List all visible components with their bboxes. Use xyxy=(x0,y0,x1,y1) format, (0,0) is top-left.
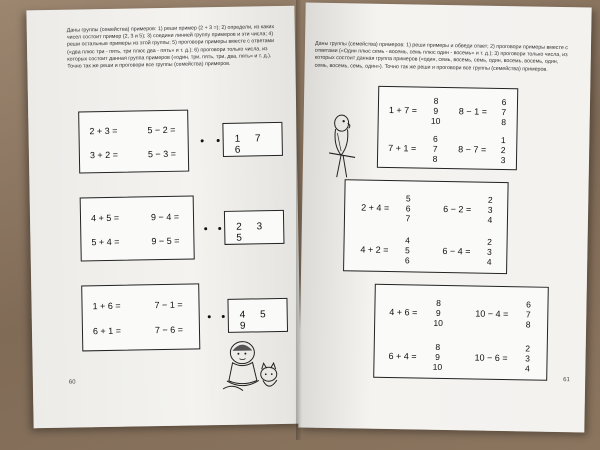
equation: 7 + 1 = xyxy=(388,142,417,154)
equation: 2 + 3 = xyxy=(89,125,118,137)
connect-dot[interactable] xyxy=(208,315,211,318)
answer-option[interactable]: 9 xyxy=(435,351,441,362)
answer-option[interactable]: 3 xyxy=(486,246,492,257)
equation: 4 + 5 = xyxy=(90,212,120,224)
answer-option[interactable]: 2 xyxy=(487,194,493,205)
equation: 10 − 4 = xyxy=(475,308,509,320)
answer-option[interactable]: 4 xyxy=(487,214,493,225)
equation: 6 − 2 = xyxy=(443,203,472,215)
example-box-2 xyxy=(80,195,195,261)
connect-dot[interactable] xyxy=(204,227,207,230)
answer-option[interactable]: 6 xyxy=(404,255,410,266)
answer-option[interactable]: 8 xyxy=(432,153,438,164)
answer-numbers: 2 3 5 xyxy=(236,221,269,244)
example-box-2 xyxy=(343,179,509,274)
example-box-1 xyxy=(377,86,518,170)
example-box-3 xyxy=(81,283,200,351)
book-spine-shadow xyxy=(296,0,306,440)
answer-option[interactable]: 8 xyxy=(433,95,439,106)
connect-dot[interactable] xyxy=(201,139,204,142)
answer-option[interactable]: 7 xyxy=(405,213,411,224)
equation: 9 − 4 = xyxy=(150,211,180,223)
equation: 1 + 7 = xyxy=(388,105,417,116)
equation: 8 − 1 = xyxy=(458,106,487,117)
answer-option[interactable]: 8 xyxy=(436,297,441,308)
equation: 10 − 6 = xyxy=(474,352,508,364)
connect-dot[interactable] xyxy=(217,139,220,142)
equation: 6 + 1 = xyxy=(92,325,122,337)
equation: 7 − 6 = xyxy=(154,324,184,336)
answer-option[interactable]: 10 xyxy=(430,115,441,126)
answer-option[interactable]: 5 xyxy=(405,193,411,204)
equation: 6 + 4 = xyxy=(388,351,417,362)
answer-box-3 xyxy=(227,298,288,333)
equation: 5 + 4 = xyxy=(91,236,120,248)
equation: 1 + 6 = xyxy=(92,300,121,312)
answer-numbers: 4 5 9 xyxy=(239,309,272,332)
answer-option[interactable]: 7 xyxy=(525,309,531,320)
answer-option[interactable]: 7 xyxy=(501,106,507,118)
answer-option[interactable]: 4 xyxy=(524,363,530,374)
answer-box-2 xyxy=(224,210,285,245)
example-box-1 xyxy=(78,110,189,174)
answer-box-1 xyxy=(222,122,283,157)
answer-option[interactable]: 6 xyxy=(526,299,531,310)
equation: 7 − 1 = xyxy=(154,299,183,311)
equation: 6 − 4 = xyxy=(442,245,471,257)
answer-numbers: 1 7 6 xyxy=(234,133,267,156)
answer-option[interactable]: 8 xyxy=(501,116,507,128)
equation: 8 − 7 = xyxy=(458,144,487,155)
answer-option[interactable]: 9 xyxy=(435,307,441,318)
equation: 3 + 2 = xyxy=(89,149,119,161)
equation: 9 − 5 = xyxy=(151,235,180,247)
answer-option[interactable]: 6 xyxy=(405,203,411,214)
answer-option[interactable]: 1 xyxy=(500,134,506,146)
answer-option[interactable]: 10 xyxy=(433,317,443,328)
answer-option[interactable]: 7 xyxy=(432,143,438,154)
connect-dot[interactable] xyxy=(218,227,221,230)
girl-with-cat-illustration xyxy=(220,338,285,397)
equation: 5 − 2 = xyxy=(147,124,176,136)
right-instructions: Даны группы (семейства) примеров: 1) реши примеры и обведи ответ; 2) проговори примеры вместе с ответами («Один плюс семь - восемь, семь плюс один - восемь» и т. д.); 3) проговори только числа, из которых состоит данная группа примеров («один, семь, восемь, семь, один, восемь, восемь, один, семь, восемь, семь, один»). Точно так же реши и проговори все группы (семейства) примеров. xyxy=(314,40,568,73)
answer-option[interactable]: 8 xyxy=(525,319,531,330)
answer-option[interactable]: 8 xyxy=(435,341,441,352)
right-page xyxy=(298,3,591,433)
equation: 4 + 2 = xyxy=(360,244,389,256)
answer-option[interactable]: 9 xyxy=(433,105,439,116)
answer-option[interactable]: 5 xyxy=(404,245,410,256)
answer-option[interactable]: 2 xyxy=(500,144,506,156)
example-box-3 xyxy=(373,284,549,381)
equation: 5 − 3 = xyxy=(147,148,177,160)
connect-dot[interactable] xyxy=(222,315,225,318)
equation: 2 + 4 = xyxy=(361,202,390,214)
answer-option[interactable]: 3 xyxy=(487,204,493,215)
answer-option[interactable]: 6 xyxy=(501,96,507,108)
answer-option[interactable]: 3 xyxy=(525,353,530,364)
equation: 4 + 6 = xyxy=(389,307,418,318)
parrot-illustration xyxy=(325,111,360,182)
answer-option[interactable]: 6 xyxy=(432,133,438,144)
page-number: 61 xyxy=(563,377,570,384)
answer-option[interactable]: 3 xyxy=(500,154,506,166)
answer-option[interactable]: 2 xyxy=(487,236,493,247)
answer-option[interactable]: 4 xyxy=(405,235,411,246)
page-number: 60 xyxy=(68,379,76,386)
answer-option[interactable]: 10 xyxy=(432,361,443,372)
left-page xyxy=(26,6,301,429)
answer-option[interactable]: 4 xyxy=(486,256,492,267)
left-instructions: Даны группы (семейства) примеров: 1) реши пример (2 + 3 =); 2) определи, из каких чисел состоит пример (2, 3 и 5); 3) соедини линией группу примеров и эти числа; 4) реши остальные примеры из этой группы; 5) проговори примеры вместе с ответами («два плюс три - пять, три плюс два - пять» и т. д.); 6) проговори только числа, из которых состоит данная группа примеров («один, три, пять, три, два, пять» и т. д.). Точно так же реши и проговори все группы (семейства) примеров. xyxy=(66,24,275,70)
answer-option[interactable]: 2 xyxy=(525,343,531,354)
